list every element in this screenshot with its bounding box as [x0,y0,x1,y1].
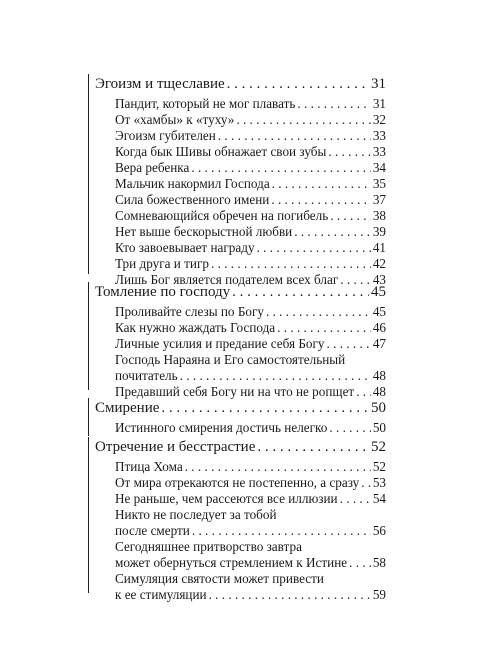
toc-entry[interactable] [115,303,386,318]
toc-page-number: 58 [372,554,386,570]
toc-page-number: 41 [372,239,386,255]
toc-entry-title: к ее стимуляции [115,586,207,602]
toc-entry-title: может обернуться стремлением к Истине [115,554,348,570]
toc-page-number: 33 [372,127,386,143]
toc-entry[interactable] [115,143,386,158]
toc-section-renunciation [88,437,386,602]
toc-entry-title: Мальчик накормил Господа [115,175,270,191]
toc-entry[interactable] [115,207,386,222]
toc-entry[interactable] [115,95,386,110]
toc-leader-dots [279,506,384,521]
toc-entry[interactable] [115,367,386,382]
toc-page-number: 45 [372,303,386,319]
toc-entry-title: От «хамбы» к «туху» [115,111,235,127]
toc-leader-dots [349,554,371,569]
toc-page-number: 45 [371,284,386,300]
toc-entry-title: Пандит, который не мог плавать [115,95,296,111]
toc-entry[interactable] [115,554,386,569]
toc-entry-title: Не раньше, чем рассеются все иллюзии [115,490,338,506]
toc-entry-title: Как нужно жаждать Господа [115,319,276,335]
toc-leader-dots [361,474,371,489]
toc-entry-title: Истинного смирения достичь нелегко [115,419,328,435]
toc-page-number: 31 [371,76,386,92]
toc-leader-dots [180,367,371,382]
toc-entry[interactable] [115,351,386,366]
toc-leader-dots [327,335,371,350]
toc-leader-dots [161,400,369,416]
toc-entry[interactable] [115,383,386,398]
toc-leader-dots [209,586,371,601]
toc-entry-title: почитатель [115,367,178,383]
toc-leader-dots [294,223,371,238]
toc-leader-dots [304,538,384,553]
toc-entry-title: Симуляция святости может привести [115,570,324,586]
toc-page-number: 48 [372,383,386,399]
toc-entry[interactable] [115,538,386,553]
toc-entry-title: Личные усилия и предание себя Богу [115,335,325,351]
toc-leader-dots [185,458,371,473]
toc-entry-title: Сила божественного имени [115,191,270,207]
table-of-contents [88,0,385,650]
toc-leader-dots [232,284,369,300]
toc-entry-title: после смерти [115,522,190,538]
toc-leader-dots [271,191,370,206]
toc-page-number: 50 [371,400,386,416]
toc-leader-dots [356,383,371,398]
toc-leader-dots [218,127,371,142]
toc-page-number: 54 [372,490,386,506]
toc-entry-title: Проливайте слезы по Богу [115,303,264,319]
toc-page-number: 52 [371,439,386,455]
toc-section-heading[interactable] [95,76,386,92]
toc-heading-title: Томление по господу [95,284,231,300]
toc-entry[interactable] [115,522,386,537]
toc-entry[interactable] [115,319,386,334]
toc-entry[interactable] [115,255,386,270]
toc-leader-dots [277,319,371,334]
toc-entry[interactable] [115,335,386,350]
toc-entry-title: Птица Хома [115,458,183,474]
toc-section-humility [88,398,386,436]
toc-page-number: 34 [372,159,386,175]
toc-leader-dots [192,522,371,537]
toc-leader-dots [297,95,370,110]
toc-entry[interactable] [115,474,386,489]
toc-leader-dots [272,175,371,190]
toc-entry[interactable] [115,111,386,126]
toc-entry-title: Сомневающийся обречен на погибель [115,207,329,223]
toc-entry[interactable] [115,506,386,521]
toc-page-number: 48 [372,367,386,383]
toc-page-number: 56 [372,522,386,538]
toc-leader-dots [347,351,384,366]
toc-page-number: 59 [372,586,386,602]
toc-leader-dots [329,419,370,434]
toc-entry[interactable] [115,570,386,585]
toc-leader-dots [266,303,371,318]
toc-heading-title: Смирение [95,400,160,416]
toc-entry[interactable] [115,239,386,254]
toc-entry[interactable] [115,175,386,190]
toc-entry-title: Лишь Бог является подателем всех благ [115,271,339,287]
toc-section-heading[interactable] [95,284,386,300]
toc-entry[interactable] [115,458,386,473]
toc-page-number: 42 [372,255,386,271]
toc-entry[interactable] [115,159,386,174]
toc-heading-title: Эгоизм и тщеславие [95,76,225,92]
toc-leader-dots [340,490,371,505]
toc-page-number: 46 [372,319,386,335]
toc-page-number: 50 [372,419,386,435]
toc-entry-title: Сегодняшнее притворство завтра [115,538,302,554]
toc-section-heading[interactable] [95,439,386,455]
toc-page-number: 38 [372,207,386,223]
toc-entry-title: Когда бык Шивы обнажает свои зубы [115,143,327,159]
toc-entry-title: Нет выше бескорыстной любви [115,223,293,239]
toc-entry-title: Три друга и тигр [115,255,209,271]
toc-leader-dots [330,207,371,222]
toc-page-number: 33 [372,143,386,159]
toc-leader-dots [191,159,370,174]
toc-leader-dots [257,439,369,455]
toc-page-number: 37 [372,191,386,207]
toc-entry-title: Господь Нараяна и Его самостоятельный [115,351,346,367]
toc-entry-title: Кто завоевывает награду [115,239,255,255]
toc-page-number: 35 [372,175,386,191]
toc-page-number: 53 [372,474,386,490]
toc-page-number: 39 [372,223,386,239]
toc-entry-title: Никто не последует за тобой [115,506,277,522]
toc-entry[interactable] [115,490,386,505]
toc-entry[interactable] [115,586,386,601]
toc-entry-title: Предавший себя Богу ни на что не ропщет [115,383,355,399]
toc-entry-title: От мира отрекаются не постепенно, а сразу [115,474,360,490]
toc-section-heading[interactable] [95,400,386,416]
toc-leader-dots [236,111,370,126]
toc-entry-title: Эгоизм губителен [115,127,216,143]
toc-page-number: 47 [372,335,386,351]
toc-leader-dots [227,76,369,92]
toc-entry[interactable] [115,419,386,434]
toc-heading-title: Отречение и бесстрастие [95,439,256,455]
toc-section-egoism [88,74,386,287]
toc-leader-dots [328,143,370,158]
toc-leader-dots [211,255,371,270]
toc-entry[interactable] [115,191,386,206]
toc-entry[interactable] [115,127,386,142]
toc-page-number: 32 [372,111,386,127]
toc-leader-dots [257,239,371,254]
toc-page-number: 52 [372,458,386,474]
toc-leader-dots [326,570,384,585]
toc-entry-title: Вера ребенка [115,159,190,175]
toc-page-number: 31 [372,95,386,111]
toc-section-longing [88,282,386,399]
toc-page-number: 43 [372,271,386,287]
toc-entry[interactable] [115,223,386,238]
